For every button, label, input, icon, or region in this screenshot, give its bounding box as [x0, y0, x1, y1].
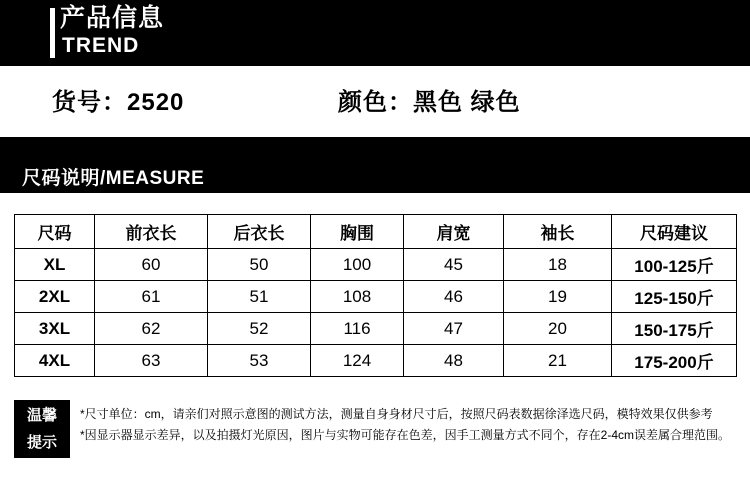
cell-size: 4XL [15, 345, 95, 377]
header-accent-bar [50, 8, 55, 58]
header-banner [0, 0, 750, 66]
column-header: 尺码 [15, 215, 95, 249]
cell-back-length: 50 [208, 249, 311, 281]
cell-chest: 108 [311, 281, 404, 313]
size-table-head [15, 215, 737, 249]
cell-shoulder: 46 [404, 281, 504, 313]
cell-sleeve: 19 [504, 281, 612, 313]
notice-text [80, 404, 730, 446]
page-title: 产品信息 [60, 4, 165, 32]
size-table [14, 214, 737, 377]
cell-shoulder: 48 [404, 345, 504, 377]
cell-chest: 100 [311, 249, 404, 281]
measure-title-bar [0, 155, 750, 195]
product-code: 货号：2520 [52, 89, 185, 116]
cell-recommendation: 150-175斤 [612, 313, 737, 345]
cell-back-length: 51 [208, 281, 311, 313]
cell-chest: 116 [311, 313, 404, 345]
table-row [15, 249, 737, 281]
cell-front-length: 61 [95, 281, 208, 313]
cell-sleeve: 20 [504, 313, 612, 345]
column-header: 肩宽 [404, 215, 504, 249]
column-header: 尺码建议 [612, 215, 737, 249]
cell-size: XL [15, 249, 95, 281]
cell-chest: 124 [311, 345, 404, 377]
measure-underline [0, 193, 750, 196]
notice-badge-line2: 提示 [26, 434, 57, 451]
notice-line: *尺寸单位：cm，请亲们对照示意图的测试方法，测量自身身材尺寸后，按照尺码表数据徐泽选尺码，模特效果仅供参考 [80, 407, 713, 421]
cell-sleeve: 18 [504, 249, 612, 281]
cell-front-length: 62 [95, 313, 208, 345]
cell-shoulder: 47 [404, 313, 504, 345]
cell-recommendation: 175-200斤 [612, 345, 737, 377]
cell-size: 2XL [15, 281, 95, 313]
header-white-region [330, 0, 750, 66]
notice-badge-line1: 温馨 [26, 407, 57, 424]
cell-sleeve: 21 [504, 345, 612, 377]
cell-front-length: 60 [95, 249, 208, 281]
cell-front-length: 63 [95, 345, 208, 377]
table-row [15, 313, 737, 345]
notice-badge [14, 400, 70, 458]
header-slash-shape [330, 0, 370, 66]
column-header: 袖长 [504, 215, 612, 249]
column-header: 胸围 [311, 215, 404, 249]
cell-shoulder: 45 [404, 249, 504, 281]
cell-size: 3XL [15, 313, 95, 345]
table-row [15, 281, 737, 313]
column-header: 后衣长 [208, 215, 311, 249]
column-header: 前衣长 [95, 215, 208, 249]
table-header-row [15, 215, 737, 249]
product-color: 颜色：黑色 绿色 [338, 89, 521, 116]
size-table-body [15, 249, 737, 377]
section-divider [0, 137, 750, 155]
notice-line: *因显示器显示差异，以及拍摄灯光原因，图片与实物可能存在色差，因手工测量方式不同个，存在2-4cm误差属合理范围。 [80, 428, 731, 442]
product-info-row [0, 66, 750, 137]
size-table-wrapper [14, 214, 736, 377]
notice-block [14, 400, 736, 462]
cell-back-length: 53 [208, 345, 311, 377]
cell-recommendation: 100-125斤 [612, 249, 737, 281]
measure-section-title: 尺码说明/MEASURE [22, 168, 205, 189]
page-subtitle: TREND [62, 34, 140, 57]
table-row [15, 345, 737, 377]
cell-recommendation: 125-150斤 [612, 281, 737, 313]
cell-back-length: 52 [208, 313, 311, 345]
